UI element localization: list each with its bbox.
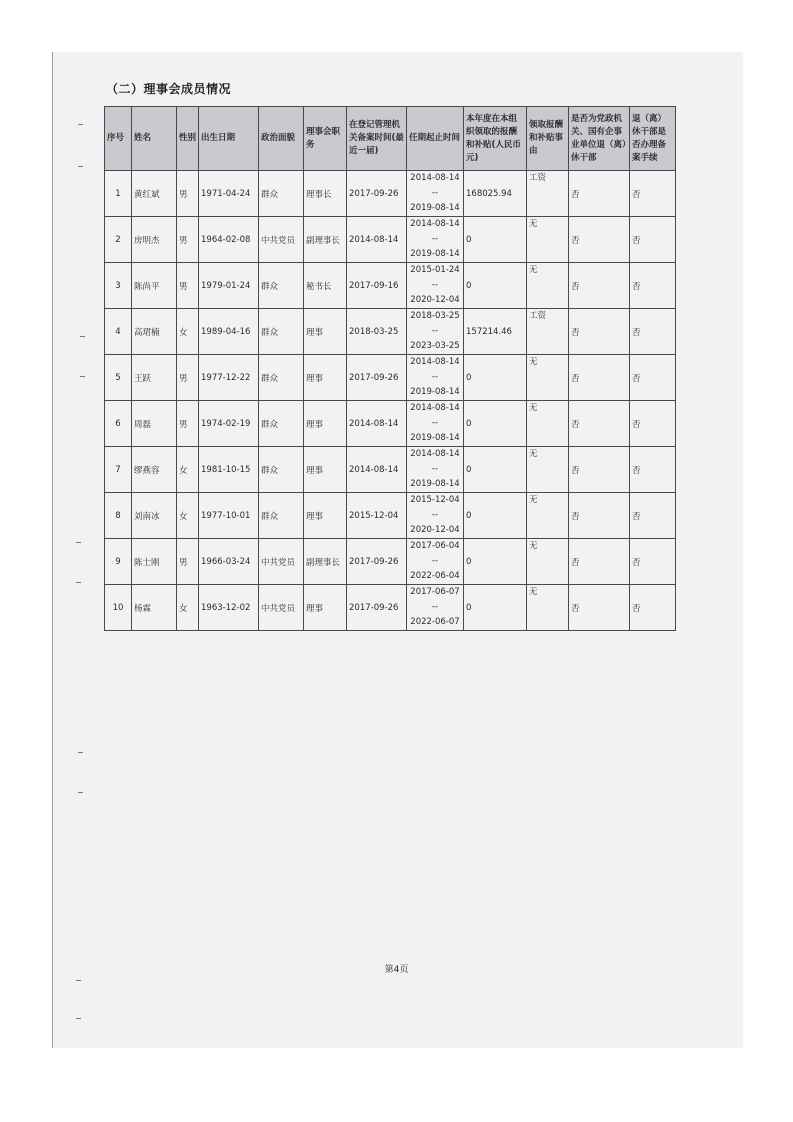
board-position: 理事 <box>304 401 347 447</box>
retired-filing: 否 <box>630 355 676 401</box>
retired-cadre: 否 <box>569 401 630 447</box>
retired-filing: 否 <box>630 309 676 355</box>
retired-filing: 否 <box>630 217 676 263</box>
scan-mark <box>78 124 83 125</box>
scan-mark <box>78 166 83 167</box>
filing-date: 2018-03-25 <box>347 309 407 355</box>
row-number: 1 <box>105 171 132 217</box>
annual-pay: 168025.94 <box>464 171 527 217</box>
board-position: 理事 <box>304 585 347 631</box>
member-gender: 女 <box>177 447 199 493</box>
term-separator: -- <box>431 326 439 336</box>
annual-pay: 0 <box>464 447 527 493</box>
birth-date: 1963-12-02 <box>199 585 259 631</box>
term-start: 2015-01-24 <box>410 265 460 275</box>
retired-cadre: 否 <box>569 447 630 493</box>
filing-date: 2017-09-26 <box>347 171 407 217</box>
term-period <box>407 493 464 539</box>
filing-date: 2017-09-26 <box>347 539 407 585</box>
term-start: 2015-12-04 <box>410 495 460 505</box>
retired-cadre: 否 <box>569 217 630 263</box>
header-cell: 本年度在本组织领取的报酬和补贴(人民币元) <box>464 107 527 171</box>
member-gender: 女 <box>177 309 199 355</box>
member-name: 高珺楠 <box>132 309 177 355</box>
row-number: 6 <box>105 401 132 447</box>
term-separator: -- <box>431 280 439 290</box>
member-name: 周磊 <box>132 401 177 447</box>
term-separator: -- <box>431 234 439 244</box>
header-cell: 政治面貌 <box>259 107 304 171</box>
annual-pay: 0 <box>464 539 527 585</box>
table-row <box>105 263 676 309</box>
member-name: 缪燕容 <box>132 447 177 493</box>
retired-filing: 否 <box>630 585 676 631</box>
term-separator: -- <box>431 602 439 612</box>
row-number: 7 <box>105 447 132 493</box>
term-start: 2017-06-07 <box>410 587 460 597</box>
board-members-table <box>104 106 676 631</box>
scan-mark <box>78 792 83 793</box>
annual-pay: 0 <box>464 401 527 447</box>
term-end: 2019-08-14 <box>410 203 460 213</box>
scan-mark <box>80 336 85 337</box>
term-start: 2014-08-14 <box>410 449 460 459</box>
term-separator: -- <box>431 372 439 382</box>
term-period <box>407 263 464 309</box>
member-gender: 女 <box>177 493 199 539</box>
header-cell: 领取报酬和补贴事由 <box>527 107 569 171</box>
term-start: 2014-08-14 <box>410 403 460 413</box>
member-gender: 男 <box>177 401 199 447</box>
board-position: 理事 <box>304 493 347 539</box>
filing-date: 2017-09-26 <box>347 585 407 631</box>
birth-date: 1989-04-16 <box>199 309 259 355</box>
term-separator: -- <box>431 556 439 566</box>
table-row <box>105 585 676 631</box>
political-status: 群众 <box>259 355 304 401</box>
term-period <box>407 309 464 355</box>
header-cell: 退（离）休干部是否办理备案手续 <box>630 107 676 171</box>
table-row <box>105 171 676 217</box>
board-position: 副理事长 <box>304 217 347 263</box>
row-number: 9 <box>105 539 132 585</box>
scan-mark <box>76 980 81 981</box>
table-row <box>105 493 676 539</box>
term-end: 2019-08-14 <box>410 479 460 489</box>
term-start: 2014-08-14 <box>410 357 460 367</box>
term-end: 2019-08-14 <box>410 387 460 397</box>
board-position: 理事 <box>304 309 347 355</box>
member-gender: 男 <box>177 539 199 585</box>
member-gender: 男 <box>177 263 199 309</box>
filing-date: 2017-09-16 <box>347 263 407 309</box>
member-name: 房明杰 <box>132 217 177 263</box>
retired-filing: 否 <box>630 539 676 585</box>
scan-mark <box>78 752 83 753</box>
scan-mark <box>76 1018 81 1019</box>
member-gender: 男 <box>177 217 199 263</box>
term-end: 2019-08-14 <box>410 433 460 443</box>
birth-date: 1966-03-24 <box>199 539 259 585</box>
term-start: 2014-08-14 <box>410 219 460 229</box>
row-number: 5 <box>105 355 132 401</box>
pay-reason: 无 <box>527 263 569 309</box>
member-name: 陈士刚 <box>132 539 177 585</box>
section-heading: （二）理事会成员情况 <box>106 82 232 96</box>
birth-date: 1964-02-08 <box>199 217 259 263</box>
member-name: 杨霖 <box>132 585 177 631</box>
annual-pay: 157214.46 <box>464 309 527 355</box>
term-end: 2023-03-25 <box>410 341 460 351</box>
pay-reason: 无 <box>527 355 569 401</box>
term-period <box>407 355 464 401</box>
filing-date: 2014-08-14 <box>347 447 407 493</box>
member-name: 黄红斌 <box>132 171 177 217</box>
board-position: 理事 <box>304 355 347 401</box>
political-status: 群众 <box>259 263 304 309</box>
annual-pay: 0 <box>464 585 527 631</box>
term-separator: -- <box>431 418 439 428</box>
table-row <box>105 309 676 355</box>
row-number: 8 <box>105 493 132 539</box>
filing-date: 2017-09-26 <box>347 355 407 401</box>
header-cell: 理事会职务 <box>304 107 347 171</box>
term-end: 2022-06-04 <box>410 571 460 581</box>
pay-reason: 无 <box>527 217 569 263</box>
political-status: 群众 <box>259 493 304 539</box>
row-number: 3 <box>105 263 132 309</box>
scan-mark <box>76 582 81 583</box>
annual-pay: 0 <box>464 493 527 539</box>
term-start: 2017-06-04 <box>410 541 460 551</box>
retired-filing: 否 <box>630 401 676 447</box>
header-cell: 姓名 <box>132 107 177 171</box>
term-period <box>407 401 464 447</box>
header-cell: 性别 <box>177 107 199 171</box>
term-start: 2014-08-14 <box>410 173 460 183</box>
birth-date: 1971-04-24 <box>199 171 259 217</box>
term-separator: -- <box>431 464 439 474</box>
row-number: 10 <box>105 585 132 631</box>
filing-date: 2015-12-04 <box>347 493 407 539</box>
retired-cadre: 否 <box>569 355 630 401</box>
annual-pay: 0 <box>464 217 527 263</box>
retired-cadre: 否 <box>569 309 630 355</box>
pay-reason: 工资 <box>527 309 569 355</box>
row-number: 4 <box>105 309 132 355</box>
retired-filing: 否 <box>630 447 676 493</box>
pay-reason: 无 <box>527 493 569 539</box>
retired-cadre: 否 <box>569 539 630 585</box>
retired-filing: 否 <box>630 171 676 217</box>
header-cell: 序号 <box>105 107 132 171</box>
birth-date: 1979-01-24 <box>199 263 259 309</box>
term-period <box>407 171 464 217</box>
row-number: 2 <box>105 217 132 263</box>
table-row <box>105 217 676 263</box>
member-name: 王跃 <box>132 355 177 401</box>
annual-pay: 0 <box>464 355 527 401</box>
political-status: 群众 <box>259 401 304 447</box>
term-separator: -- <box>431 510 439 520</box>
header-cell: 出生日期 <box>199 107 259 171</box>
term-period <box>407 447 464 493</box>
board-position: 秘书长 <box>304 263 347 309</box>
political-status: 群众 <box>259 171 304 217</box>
political-status: 群众 <box>259 447 304 493</box>
member-name: 陈尚平 <box>132 263 177 309</box>
pay-reason: 无 <box>527 539 569 585</box>
board-position: 理事长 <box>304 171 347 217</box>
table-row <box>105 401 676 447</box>
page-number: 第4页 <box>384 965 409 975</box>
filing-date: 2014-08-14 <box>347 401 407 447</box>
term-end: 2020-12-04 <box>410 525 460 535</box>
pay-reason: 无 <box>527 401 569 447</box>
political-status: 中共党员 <box>259 217 304 263</box>
term-period <box>407 217 464 263</box>
term-start: 2018-03-25 <box>410 311 460 321</box>
member-gender: 女 <box>177 585 199 631</box>
retired-cadre: 否 <box>569 493 630 539</box>
birth-date: 1977-12-22 <box>199 355 259 401</box>
member-name: 刘南冰 <box>132 493 177 539</box>
political-status: 中共党员 <box>259 539 304 585</box>
annual-pay: 0 <box>464 263 527 309</box>
table-row <box>105 447 676 493</box>
term-end: 2020-12-04 <box>410 295 460 305</box>
retired-cadre: 否 <box>569 171 630 217</box>
table-row <box>105 539 676 585</box>
member-gender: 男 <box>177 355 199 401</box>
term-period <box>407 539 464 585</box>
member-gender: 男 <box>177 171 199 217</box>
filing-date: 2014-08-14 <box>347 217 407 263</box>
header-cell: 任期起止时间 <box>407 107 464 171</box>
term-end: 2019-08-14 <box>410 249 460 259</box>
birth-date: 1974-02-19 <box>199 401 259 447</box>
birth-date: 1981-10-15 <box>199 447 259 493</box>
birth-date: 1977-10-01 <box>199 493 259 539</box>
retired-cadre: 否 <box>569 263 630 309</box>
pay-reason: 工资 <box>527 171 569 217</box>
header-cell: 在登记管理机关备案时间(最近一届) <box>347 107 407 171</box>
pay-reason: 无 <box>527 447 569 493</box>
term-separator: -- <box>431 188 439 198</box>
scan-mark <box>80 376 85 377</box>
retired-filing: 否 <box>630 493 676 539</box>
term-end: 2022-06-07 <box>410 617 460 627</box>
board-position: 理事 <box>304 447 347 493</box>
retired-filing: 否 <box>630 263 676 309</box>
retired-cadre: 否 <box>569 585 630 631</box>
term-period <box>407 585 464 631</box>
header-cell: 是否为党政机关、国有企事业单位退（离）休干部 <box>569 107 630 171</box>
board-position: 副理事长 <box>304 539 347 585</box>
scan-mark <box>76 542 81 543</box>
political-status: 中共党员 <box>259 585 304 631</box>
table-header-row <box>105 107 676 171</box>
pay-reason: 无 <box>527 585 569 631</box>
table-row <box>105 355 676 401</box>
political-status: 群众 <box>259 309 304 355</box>
